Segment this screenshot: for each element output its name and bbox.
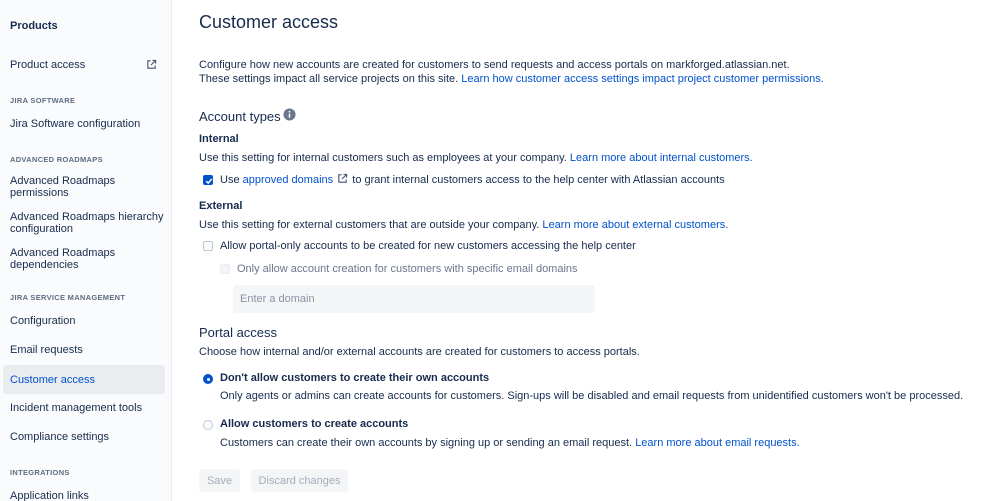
approved-domains-checkbox[interactable] [203,175,213,185]
restrict-domains-checkbox[interactable] [220,264,230,274]
check-icon [204,176,214,186]
sidebar-item-configuration[interactable]: Configuration [10,315,76,327]
info-icon[interactable] [283,108,296,121]
sidebar-item-application-links[interactable]: Application links [10,490,89,501]
sidebar-item-product-access[interactable]: Product access [10,59,86,71]
sidebar-item-label: dependencies [10,259,79,271]
internal-heading: Internal [199,133,239,145]
external-heading: External [199,200,243,212]
sidebar-item-email-requests[interactable]: Email requests [10,344,83,356]
external-link-icon[interactable] [146,59,157,70]
internal-description [199,151,753,165]
dont-allow-accounts-radio[interactable] [203,374,213,384]
checkbox-label: Use [220,174,240,186]
sidebar-heading-jsm: JIRA SERVICE MANAGEMENT [10,293,126,302]
portal-access-description: Choose how internal and/or external accounts are created for customers to access portals. [199,346,640,358]
checkbox-label: to grant internal customers access to the help center with Atlassian accounts [352,174,725,186]
sidebar-item-ar-hierarchy[interactable] [10,211,163,235]
approved-domains-link[interactable]: approved domains [242,174,334,186]
sidebar-item-label: configuration [10,223,73,235]
portal-access-heading: Portal access [199,325,278,340]
external-link-icon[interactable] [337,173,348,184]
allow-accounts-label: Allow customers to create accounts [220,418,409,430]
account-types-heading: Account types [199,109,281,124]
sidebar-item-label: permissions [10,187,69,199]
sidebar-item-jira-software-configuration[interactable]: Jira Software configuration [10,118,141,130]
allow-accounts-description [220,436,800,450]
allow-accounts-desc-text: Customers can create their own accounts by signing up or sending an email request. [220,437,633,449]
allow-portal-only-label: Allow portal-only accounts to be created for new customers accessing the help center [220,240,636,252]
discard-changes-button[interactable]: Discard changes [251,469,348,492]
sidebar-item-incident-management-tools[interactable]: Incident management tools [10,402,143,414]
sidebar-item-label: Advanced Roadmaps hierarchy [10,211,164,223]
approved-domains-row [220,173,725,187]
sidebar-heading-jira-software: JIRA SOFTWARE [10,96,76,105]
dont-allow-accounts-description: Only agents or admins can create accounts for customers. Sign-ups will be disabled and email requests from unidentified customers won't be processed. [220,390,964,402]
sidebar-heading-integrations: INTEGRATIONS [10,468,70,477]
intro-text-line2 [199,72,824,86]
intro-text: These settings impact all service projects on this site. [199,73,459,85]
allow-portal-only-checkbox[interactable] [203,241,213,251]
email-requests-link[interactable]: Learn more about email requests. [635,437,800,449]
save-button[interactable]: Save [199,469,240,492]
sidebar-item-customer-access[interactable]: Customer access [3,365,165,394]
sidebar-item-label: Advanced Roadmaps [10,175,116,187]
external-desc-text: Use this setting for external customers that are outside your company. [199,219,540,231]
sidebar-item-ar-dependencies[interactable] [10,247,115,271]
domain-input[interactable] [233,285,595,313]
sidebar-item-compliance-settings[interactable]: Compliance settings [10,431,110,443]
external-description [199,218,728,232]
sidebar-title: Products [10,20,58,32]
sidebar-item-label: Advanced Roadmaps [10,247,116,259]
internal-desc-text: Use this setting for internal customers such as employees at your company. [199,152,567,164]
restrict-domains-label: Only allow account creation for customers with specific email domains [237,263,578,275]
dont-allow-accounts-label: Don't allow customers to create their own accounts [220,372,490,384]
sidebar-heading-advanced-roadmaps: ADVANCED ROADMAPS [10,155,103,164]
sidebar-item-ar-permissions[interactable] [10,175,115,199]
page-title: Customer access [199,12,339,32]
internal-customers-link[interactable]: Learn more about internal customers. [569,152,753,164]
settings-sidebar [0,0,172,501]
external-customers-link[interactable]: Learn more about external customers. [542,219,729,231]
customer-access-permissions-link[interactable]: Learn how customer access settings impact project customer permissions. [461,73,824,85]
intro-text: Configure how new accounts are created for customers to send requests and access portals on markforged.atlassian.net. [199,59,790,71]
allow-accounts-radio[interactable] [203,420,213,430]
